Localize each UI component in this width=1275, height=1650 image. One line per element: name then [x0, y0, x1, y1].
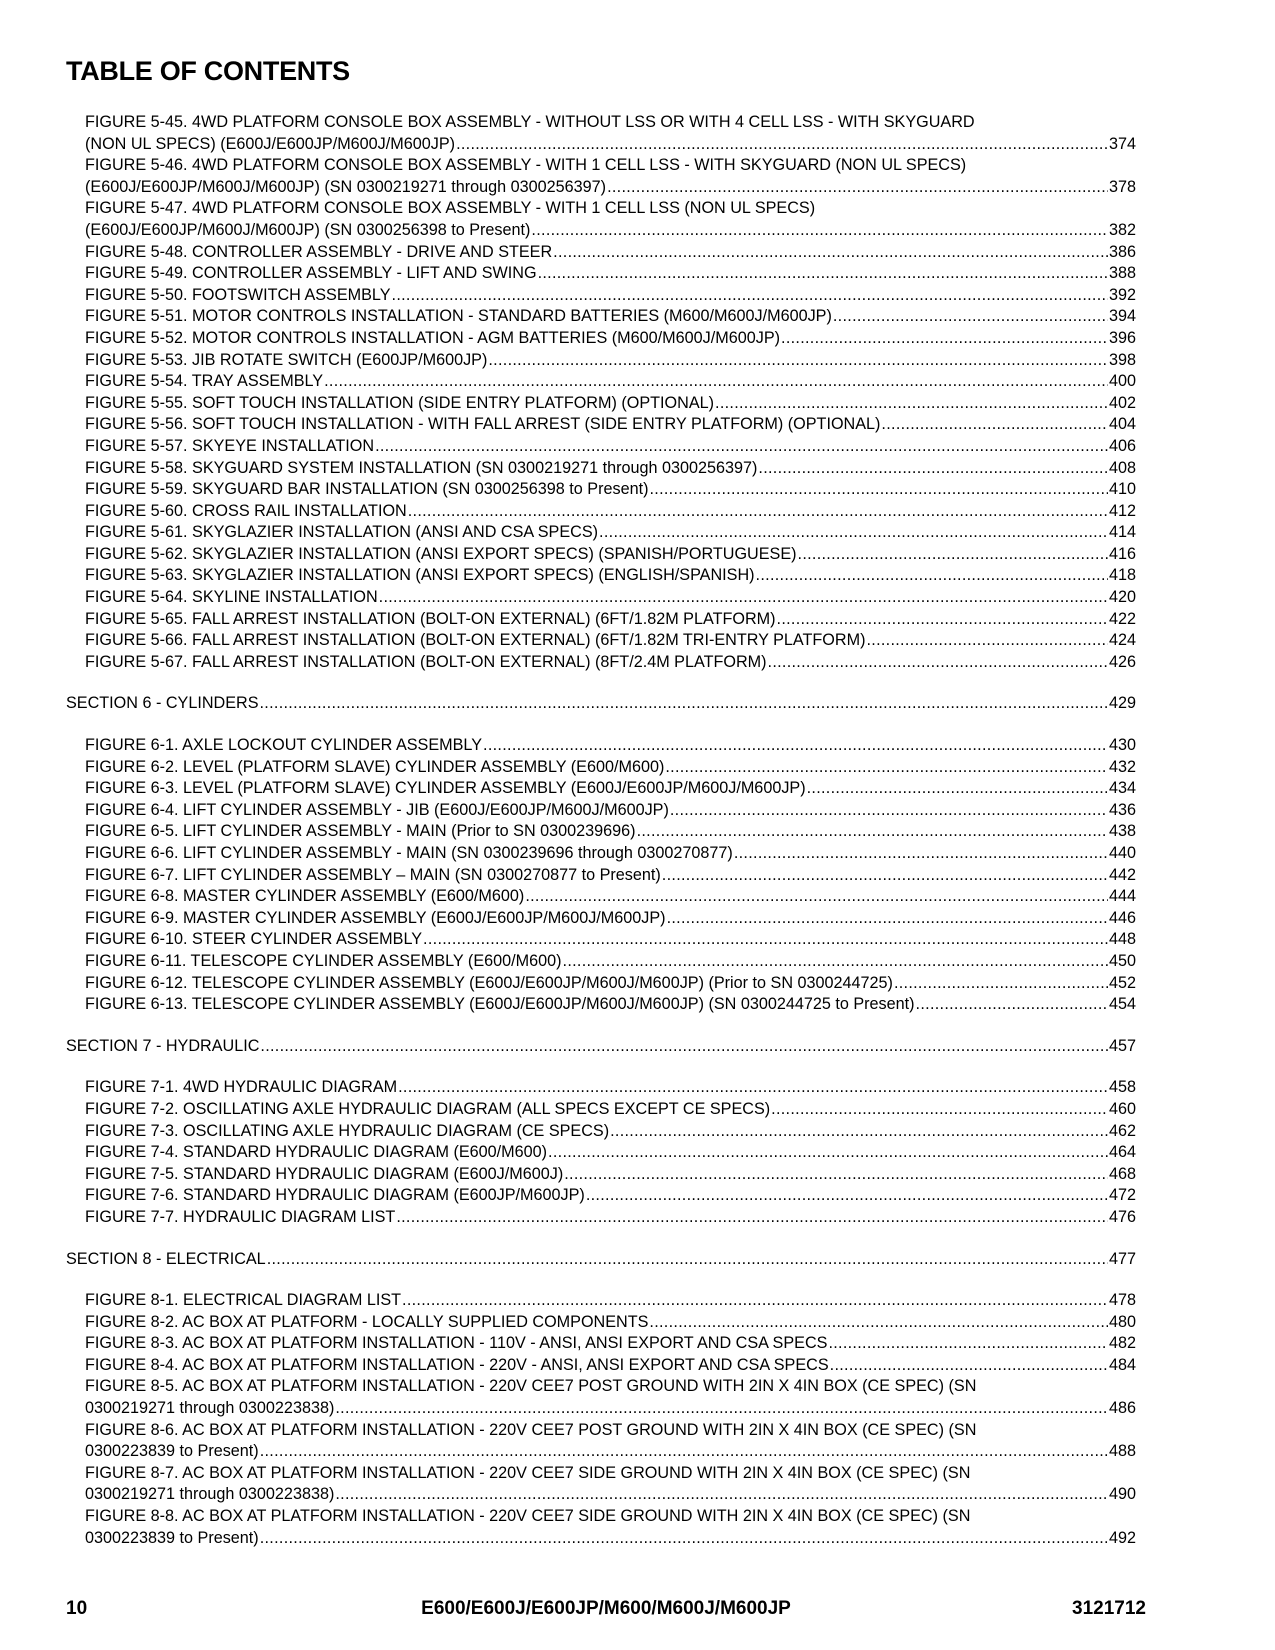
toc-entry-text: FIGURE 5-54. TRAY ASSEMBLY	[85, 372, 324, 391]
toc-page-number: 404	[1108, 415, 1136, 434]
toc-figure-entry[interactable]	[66, 414, 1136, 436]
toc-figure-entry[interactable]	[66, 1333, 1136, 1355]
toc-page-number: 457	[1108, 1036, 1136, 1055]
toc-figure-entry[interactable]	[66, 371, 1136, 393]
toc-page-number: 482	[1108, 1334, 1136, 1353]
toc-figure-entry[interactable]	[66, 544, 1136, 566]
toc-page-number: 468	[1108, 1164, 1136, 1183]
toc-entry-text: FIGURE 5-52. MOTOR CONTROLS INSTALLATION - AGM BATTERIES (M600/M600J/M600JP)	[85, 328, 781, 347]
toc-figure-entry[interactable]	[66, 609, 1136, 631]
toc-dot-leader	[483, 735, 1108, 757]
toc-page-number: 488	[1108, 1442, 1136, 1461]
toc-figure-entry[interactable]	[66, 1077, 1136, 1099]
toc-dot-leader	[610, 1121, 1108, 1143]
toc-entry-text: SECTION 6 - CYLINDERS	[66, 694, 259, 713]
toc-page-number: 388	[1108, 264, 1136, 283]
page-title: TABLE OF CONTENTS	[66, 56, 350, 86]
toc-dot-leader	[379, 587, 1108, 609]
toc-figure-entry[interactable]	[66, 1484, 1136, 1506]
toc-figure-entry[interactable]	[66, 1355, 1136, 1377]
toc-dot-leader	[260, 693, 1108, 715]
toc-entry-text: FIGURE 6-12. TELESCOPE CYLINDER ASSEMBLY (E600J/E600JP/M600J/M600JP) (Prior to SN 0300244725)	[85, 973, 893, 992]
toc-figure-entry[interactable]	[66, 458, 1136, 480]
toc-page-number: 480	[1108, 1312, 1136, 1331]
toc-entry-text: FIGURE 8-6. AC BOX AT PLATFORM INSTALLATION - 220V CEE7 POST GROUND WITH 2IN X 4IN BOX (CE SPEC) (SN	[85, 1420, 977, 1439]
toc-entry-text: FIGURE 5-55. SOFT TOUCH INSTALLATION (SIDE ENTRY PLATFORM) (OPTIONAL)	[85, 393, 715, 412]
toc-figure-entry[interactable]	[66, 112, 1136, 134]
toc-dot-leader	[488, 350, 1108, 372]
toc-entry-text: FIGURE 7-6. STANDARD HYDRAULIC DIAGRAM (E600JP/M600JP)	[85, 1186, 585, 1205]
toc-page-number: 416	[1108, 544, 1136, 563]
toc-dot-leader	[599, 522, 1108, 544]
toc-dot-leader	[402, 1290, 1108, 1312]
toc-page-number: 458	[1108, 1078, 1136, 1097]
toc-dot-leader	[798, 544, 1108, 566]
toc-page-number: 446	[1108, 908, 1136, 927]
toc-figure-entry[interactable]	[66, 973, 1136, 995]
toc-page-number: 432	[1108, 757, 1136, 776]
toc-dot-leader	[456, 134, 1108, 156]
toc-page-number: 396	[1108, 328, 1136, 347]
toc-entry-text: FIGURE 7-5. STANDARD HYDRAULIC DIAGRAM (E600J/M600J)	[85, 1164, 564, 1183]
toc-dot-leader	[734, 843, 1108, 865]
toc-page-number: 398	[1108, 350, 1136, 369]
toc-entry-text: FIGURE 5-46. 4WD PLATFORM CONSOLE BOX ASSEMBLY - WITH 1 CELL LSS - WITH SKYGUARD (NON UL SPECS)	[85, 156, 967, 175]
toc-page-number: 478	[1108, 1291, 1136, 1310]
toc-entry-text: FIGURE 5-67. FALL ARREST INSTALLATION (BOLT-ON EXTERNAL) (8FT/2.4M PLATFORM)	[85, 652, 767, 671]
toc-entry-text: FIGURE 5-65. FALL ARREST INSTALLATION (BOLT-ON EXTERNAL) (6FT/1.82M PLATFORM)	[85, 609, 776, 628]
toc-page-number: 464	[1108, 1143, 1136, 1162]
toc-entry-text: FIGURE 8-7. AC BOX AT PLATFORM INSTALLATION - 220V CEE7 SIDE GROUND WITH 2IN X 4IN BOX (CE SPEC) (SN	[85, 1463, 971, 1482]
toc-page-number: 477	[1108, 1249, 1136, 1268]
toc-dot-leader	[335, 1398, 1108, 1420]
toc-entry-text: FIGURE 6-3. LEVEL (PLATFORM SLAVE) CYLINDER ASSEMBLY (E600J/E600JP/M600J/M600JP)	[85, 779, 806, 798]
toc-figure-entry[interactable]	[66, 1121, 1136, 1143]
toc-page-number: 406	[1108, 436, 1136, 455]
toc-figure-entry[interactable]	[66, 630, 1136, 652]
toc-page-number: 382	[1108, 220, 1136, 239]
toc-dot-leader	[267, 1249, 1108, 1271]
toc-page-number: 436	[1108, 800, 1136, 819]
toc-dot-leader	[894, 973, 1108, 995]
toc-figure-entry[interactable]	[66, 1398, 1136, 1420]
toc-figure-entry[interactable]	[66, 177, 1136, 199]
toc-entry-text: FIGURE 7-7. HYDRAULIC DIAGRAM LIST	[85, 1207, 396, 1226]
toc-dot-leader	[324, 371, 1108, 393]
toc-entry-text: FIGURE 5-45. 4WD PLATFORM CONSOLE BOX ASSEMBLY - WITHOUT LSS OR WITH 4 CELL LSS - WITH SKYGUARD	[85, 113, 975, 131]
toc-page-number: 410	[1108, 480, 1136, 499]
toc-page-number: 426	[1108, 652, 1136, 671]
toc-figure-entry[interactable]	[66, 1376, 1136, 1398]
toc-page-number: 440	[1108, 844, 1136, 862]
toc-figure-entry[interactable]	[66, 263, 1136, 285]
toc-figure-entry[interactable]	[66, 1420, 1136, 1442]
toc-page-number: 476	[1108, 1207, 1136, 1226]
toc-entry-text: FIGURE 6-13. TELESCOPE CYLINDER ASSEMBLY (E600J/E600JP/M600J/M600JP) (SN 0300244725 to Present)	[85, 995, 915, 1014]
toc-entry-text: FIGURE 6-6. LIFT CYLINDER ASSEMBLY - MAIN (SN 0300239696 through 0300270877)	[85, 844, 733, 862]
toc-page-number: 484	[1108, 1355, 1136, 1374]
toc-section-entry[interactable]	[66, 1249, 1136, 1271]
toc-page-number: 412	[1108, 501, 1136, 520]
toc-entry-text: FIGURE 6-9. MASTER CYLINDER ASSEMBLY (E600J/E600JP/M600J/M600JP)	[85, 908, 666, 927]
toc-page-number: 402	[1108, 393, 1136, 412]
toc-figure-entry[interactable]	[66, 951, 1136, 973]
toc-dot-leader	[670, 800, 1108, 822]
toc-figure-entry[interactable]	[66, 800, 1136, 822]
toc-dot-leader	[768, 652, 1108, 674]
toc-dot-leader	[375, 436, 1108, 458]
toc-page-number: 444	[1108, 887, 1136, 906]
toc-figure-entry[interactable]	[66, 843, 1136, 865]
toc-dot-leader	[830, 1355, 1108, 1377]
toc-figure-entry[interactable]	[66, 778, 1136, 800]
toc-entry-text: FIGURE 5-56. SOFT TOUCH INSTALLATION - WITH FALL ARREST (SIDE ENTRY PLATFORM) (OPTIONAL)	[85, 415, 881, 434]
toc-entry-text: FIGURE 8-4. AC BOX AT PLATFORM INSTALLATION - 220V - ANSI, ANSI EXPORT AND CSA SPECS	[85, 1355, 829, 1374]
toc-dot-leader	[771, 1099, 1108, 1121]
toc-page-number: 394	[1108, 307, 1136, 326]
toc-page-number: 420	[1108, 588, 1136, 607]
toc-entry-text: SECTION 8 - ELECTRICAL	[66, 1249, 266, 1268]
toc-figure-entry[interactable]	[66, 501, 1136, 523]
footer-page-number: 10	[66, 1598, 88, 1619]
toc-page-number: 438	[1108, 822, 1136, 841]
toc-page-number: 472	[1108, 1186, 1136, 1205]
toc-dot-leader	[715, 393, 1108, 415]
toc-page-number: 490	[1108, 1485, 1136, 1504]
toc-figure-entry[interactable]	[66, 1142, 1136, 1164]
toc-dot-leader	[396, 1207, 1108, 1229]
toc-dot-leader	[408, 501, 1108, 523]
toc-entry-text: 0300223839 to Present)	[85, 1442, 259, 1461]
toc-figure-entry[interactable]	[66, 328, 1136, 350]
toc-entry-text: FIGURE 5-60. CROSS RAIL INSTALLATION	[85, 501, 407, 520]
toc-page-number: 442	[1108, 865, 1136, 884]
toc-figure-entry[interactable]	[66, 886, 1136, 908]
toc-figure-entry[interactable]	[66, 565, 1136, 587]
toc-page-number: 448	[1108, 930, 1136, 949]
toc-dot-leader	[756, 565, 1108, 587]
toc-entry-text: FIGURE 7-4. STANDARD HYDRAULIC DIAGRAM (E600/M600)	[85, 1143, 548, 1162]
toc-entry-text: FIGURE 6-10. STEER CYLINDER ASSEMBLY	[85, 930, 423, 949]
toc-page-number: 378	[1108, 177, 1136, 196]
toc-figure-entry[interactable]	[66, 1506, 1136, 1528]
toc-figure-entry[interactable]	[66, 1312, 1136, 1334]
toc-dot-leader	[423, 929, 1108, 951]
toc-figure-entry[interactable]	[66, 285, 1136, 307]
toc-page-number: 429	[1108, 694, 1136, 713]
toc-dot-leader	[525, 886, 1108, 908]
toc-figure-entry[interactable]	[66, 522, 1136, 544]
toc-figure-entry[interactable]	[66, 155, 1136, 177]
toc-entry-text: FIGURE 5-66. FALL ARREST INSTALLATION (BOLT-ON EXTERNAL) (6FT/1.82M TRI-ENTRY PLATFORM)	[85, 631, 866, 650]
toc-figure-entry[interactable]	[66, 1207, 1136, 1229]
toc-entry-text: FIGURE 8-1. ELECTRICAL DIAGRAM LIST	[85, 1291, 402, 1310]
toc-dot-leader	[538, 263, 1108, 285]
toc-entry-text: FIGURE 5-58. SKYGUARD SYSTEM INSTALLATION (SN 0300219271 through 0300256397)	[85, 458, 758, 477]
toc-entry-text: (E600J/E600JP/M600J/M600JP) (SN 0300219271 through 0300256397)	[85, 177, 607, 196]
toc-dot-leader	[260, 1441, 1108, 1463]
toc-dot-leader	[649, 1312, 1108, 1334]
toc-figure-entry[interactable]	[66, 242, 1136, 264]
toc-entry-text: FIGURE 5-61. SKYGLAZIER INSTALLATION (ANSI AND CSA SPECS)	[85, 523, 599, 542]
toc-dot-leader	[548, 1142, 1108, 1164]
toc-figure-entry[interactable]	[66, 134, 1136, 156]
toc-section-entry[interactable]	[66, 693, 1136, 715]
toc-page-number: 434	[1108, 779, 1136, 798]
toc-entry-text: FIGURE 5-57. SKYEYE INSTALLATION	[85, 436, 375, 455]
toc-figure-entry[interactable]	[66, 865, 1136, 887]
toc-entry-text: 0300219271 through 0300223838)	[85, 1485, 335, 1504]
toc-entry-text: FIGURE 5-59. SKYGUARD BAR INSTALLATION (SN 0300256398 to Present)	[85, 480, 649, 499]
toc-entry-text: FIGURE 7-1. 4WD HYDRAULIC DIAGRAM	[85, 1078, 398, 1097]
toc-page-number: 430	[1108, 736, 1136, 755]
toc-page-number: 450	[1108, 951, 1136, 970]
toc-entry-text: FIGURE 7-3. OSCILLATING AXLE HYDRAULIC DIAGRAM (CE SPECS)	[85, 1121, 610, 1140]
toc-figure-entry[interactable]	[66, 735, 1136, 757]
toc-dot-leader	[777, 609, 1108, 631]
toc-dot-leader	[398, 1077, 1108, 1099]
toc-entry-text: (E600J/E600JP/M600J/M600JP) (SN 0300256398 to Present)	[85, 220, 531, 239]
toc-figure-entry[interactable]	[66, 587, 1136, 609]
toc-page-number: 486	[1108, 1399, 1136, 1418]
toc-entry-text: (NON UL SPECS) (E600J/E600JP/M600J/M600JP)	[85, 134, 456, 153]
toc-figure-entry[interactable]	[66, 908, 1136, 930]
toc-figure-entry[interactable]	[66, 1164, 1136, 1186]
toc-figure-entry[interactable]	[66, 994, 1136, 1016]
toc-spacer	[66, 1229, 1136, 1249]
toc-entry-text: FIGURE 6-11. TELESCOPE CYLINDER ASSEMBLY (E600/M600)	[85, 951, 562, 970]
toc-entry-text: FIGURE 8-2. AC BOX AT PLATFORM - LOCALLY SUPPLIED COMPONENTS	[85, 1312, 649, 1331]
footer-models: E600/E600J/E600JP/M600/M600J/M600JP	[421, 1598, 791, 1619]
toc-spacer	[66, 673, 1136, 693]
toc-page-number: 386	[1108, 242, 1136, 261]
toc-entry-text: FIGURE 5-53. JIB ROTATE SWITCH (E600JP/M600JP)	[85, 350, 488, 369]
toc-entry-text: FIGURE 8-5. AC BOX AT PLATFORM INSTALLATION - 220V CEE7 POST GROUND WITH 2IN X 4IN BOX (CE SPEC) (SN	[85, 1377, 977, 1396]
toc-page-number: 414	[1108, 523, 1136, 542]
toc-entry-text: FIGURE 5-51. MOTOR CONTROLS INSTALLATION - STANDARD BATTERIES (M600/M600J/M600JP)	[85, 307, 832, 326]
toc-entry-text: FIGURE 5-49. CONTROLLER ASSEMBLY - LIFT AND SWING	[85, 264, 537, 283]
toc-figure-entry[interactable]	[66, 306, 1136, 328]
toc-list	[66, 112, 1136, 1549]
toc-page-number: 452	[1108, 973, 1136, 992]
toc-dot-leader	[758, 458, 1108, 480]
toc-figure-entry[interactable]	[66, 350, 1136, 372]
toc-entry-text: FIGURE 6-1. AXLE LOCKOUT CYLINDER ASSEMBLY	[85, 736, 483, 755]
toc-figure-entry[interactable]	[66, 1463, 1136, 1485]
toc-figure-entry[interactable]	[66, 1185, 1136, 1207]
toc-page-number: 454	[1108, 995, 1136, 1014]
toc-figure-entry[interactable]	[66, 479, 1136, 501]
toc-page-number: 422	[1108, 609, 1136, 628]
page-footer	[66, 1598, 1146, 1620]
footer-doc-number: 3121712	[1072, 1598, 1146, 1619]
toc-entry-text: FIGURE 5-62. SKYGLAZIER INSTALLATION (ANSI EXPORT SPECS) (SPANISH/PORTUGUESE)	[85, 544, 797, 563]
toc-entry-text: 0300223839 to Present)	[85, 1528, 259, 1547]
toc-figure-entry[interactable]	[66, 1099, 1136, 1121]
toc-figure-entry[interactable]	[66, 1441, 1136, 1463]
toc-dot-leader	[662, 865, 1108, 887]
toc-entry-text: 0300219271 through 0300223838)	[85, 1399, 335, 1418]
toc-dot-leader	[260, 1528, 1108, 1550]
toc-entry-text: FIGURE 5-48. CONTROLLER ASSEMBLY - DRIVE AND STEER	[85, 242, 553, 261]
toc-dot-leader	[563, 951, 1108, 973]
toc-dot-leader	[916, 994, 1108, 1016]
toc-entry-text: SECTION 7 - HYDRAULIC	[66, 1036, 260, 1055]
toc-dot-leader	[392, 285, 1108, 307]
toc-figure-entry[interactable]	[66, 198, 1136, 220]
toc-entry-text: FIGURE 6-2. LEVEL (PLATFORM SLAVE) CYLINDER ASSEMBLY (E600/M600)	[85, 757, 665, 776]
toc-entry-text: FIGURE 6-4. LIFT CYLINDER ASSEMBLY - JIB (E600J/E600JP/M600J/M600JP)	[85, 800, 669, 819]
toc-dot-leader	[667, 908, 1108, 930]
toc-page-number: 462	[1108, 1121, 1136, 1140]
toc-section-entry[interactable]	[66, 1036, 1136, 1058]
toc-dot-leader	[866, 630, 1108, 652]
toc-dot-leader	[833, 306, 1108, 328]
toc-figure-entry[interactable]	[66, 436, 1136, 458]
toc-dot-leader	[637, 821, 1108, 843]
toc-figure-entry[interactable]	[66, 1528, 1136, 1550]
toc-dot-leader	[607, 177, 1108, 199]
toc-dot-leader	[649, 479, 1108, 501]
toc-entry-text: FIGURE 6-8. MASTER CYLINDER ASSEMBLY (E600/M600)	[85, 887, 525, 906]
toc-page-number: 424	[1108, 631, 1136, 650]
toc-entry-text: FIGURE 8-8. AC BOX AT PLATFORM INSTALLATION - 220V CEE7 SIDE GROUND WITH 2IN X 4IN BOX (CE SPEC) (SN	[85, 1507, 971, 1526]
toc-entry-text: FIGURE 7-2. OSCILLATING AXLE HYDRAULIC DIAGRAM (ALL SPECS EXCEPT CE SPECS)	[85, 1099, 771, 1118]
toc-page-number: 408	[1108, 458, 1136, 477]
toc-dot-leader	[881, 414, 1108, 436]
toc-spacer	[66, 715, 1136, 735]
toc-figure-entry[interactable]	[66, 1290, 1136, 1312]
toc-dot-leader	[586, 1185, 1108, 1207]
toc-entry-text: FIGURE 5-47. 4WD PLATFORM CONSOLE BOX ASSEMBLY - WITH 1 CELL LSS (NON UL SPECS)	[85, 199, 816, 218]
toc-dot-leader	[564, 1164, 1108, 1186]
toc-entry-text: FIGURE 5-50. FOOTSWITCH ASSEMBLY	[85, 285, 391, 304]
toc-dot-leader	[553, 242, 1108, 264]
toc-page-number: 418	[1108, 566, 1136, 585]
toc-dot-leader	[335, 1484, 1108, 1506]
toc-figure-entry[interactable]	[66, 393, 1136, 415]
toc-figure-entry[interactable]	[66, 652, 1136, 674]
toc-dot-leader	[781, 328, 1108, 350]
toc-page-number: 392	[1108, 285, 1136, 304]
toc-page-number: 460	[1108, 1099, 1136, 1118]
toc-dot-leader	[260, 1036, 1108, 1058]
toc-figure-entry[interactable]	[66, 757, 1136, 779]
toc-entry-text: FIGURE 5-64. SKYLINE INSTALLATION	[85, 588, 378, 607]
toc-spacer	[66, 1270, 1136, 1290]
toc-dot-leader	[531, 220, 1108, 242]
toc-figure-entry[interactable]	[66, 929, 1136, 951]
toc-page-number: 374	[1108, 134, 1136, 153]
toc-page-number: 400	[1108, 372, 1136, 391]
toc-dot-leader	[828, 1333, 1108, 1355]
toc-entry-text: FIGURE 8-3. AC BOX AT PLATFORM INSTALLATION - 110V - ANSI, ANSI EXPORT AND CSA SPECS	[85, 1334, 828, 1353]
toc-entry-text: FIGURE 6-5. LIFT CYLINDER ASSEMBLY - MAIN (Prior to SN 0300239696)	[85, 822, 636, 841]
toc-figure-entry[interactable]	[66, 220, 1136, 242]
toc-spacer	[66, 1057, 1136, 1077]
toc-dot-leader	[807, 778, 1108, 800]
toc-spacer	[66, 1016, 1136, 1036]
toc-entry-text: FIGURE 5-63. SKYGLAZIER INSTALLATION (ANSI EXPORT SPECS) (ENGLISH/SPANISH)	[85, 566, 755, 585]
toc-entry-text: FIGURE 6-7. LIFT CYLINDER ASSEMBLY – MAIN (SN 0300270877 to Present)	[85, 865, 661, 884]
toc-page-number: 492	[1108, 1528, 1136, 1547]
toc-figure-entry[interactable]	[66, 821, 1136, 843]
toc-dot-leader	[665, 757, 1108, 779]
